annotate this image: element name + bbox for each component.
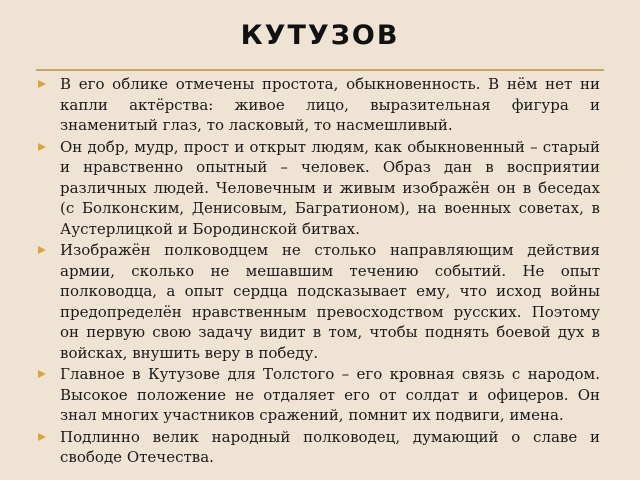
triangle-bullet-icon	[38, 246, 46, 254]
triangle-bullet-icon	[38, 143, 46, 151]
bullet-text: Главное в Кутузове для Толстого – его кровная связь с народом. Высокое положение не отдаляет его от солдат и офицеров. Он знал многих участников сражений, помнит их подвиги, имена.	[60, 365, 600, 424]
bullet-list	[38, 74, 600, 469]
triangle-bullet-icon	[38, 80, 46, 88]
triangle-bullet-icon	[38, 370, 46, 378]
bullet-text: Подлинно велик народный полководец, думающий о славе и свободе Отечества.	[60, 427, 600, 466]
title-divider	[36, 69, 604, 71]
bullet-item	[38, 240, 600, 363]
slide-title: КУТУЗОВ	[240, 20, 400, 51]
bullet-text: Он добр, мудр, прост и открыт людям, как обыкновенный – старый и нравственно опытный – человек. Образ дан в восприятии различных людей. Человечным и живым изображён он в беседах (с Болконским, Денисовым, Багратионом), на военных советах, в Аустерлицкой и Бородинской битвах.	[60, 137, 600, 238]
bullet-item	[38, 427, 600, 468]
bullet-text: Изображён полководцем не столько направляющим действия армии, сколько не мешавшим течению событий. Не опыт полководца, а опыт сердца подсказывает ему, что исход войны предопределён нравственным превосходством русских. Поэтому он первую свою задачу видит в том, чтобы поднять боевой дух в войсках, внушить веру в победу.	[60, 241, 600, 362]
bullet-item	[38, 74, 600, 136]
triangle-bullet-icon	[38, 433, 46, 441]
bullet-text: В его облике отмечены простота, обыкновенность. В нём нет ни капли актёрства: живое лицо, выразительная фигура и знаменитый глаз, то ласковый, то насмешливый.	[60, 75, 600, 134]
bullet-item	[38, 364, 600, 426]
bullet-item	[38, 137, 600, 240]
